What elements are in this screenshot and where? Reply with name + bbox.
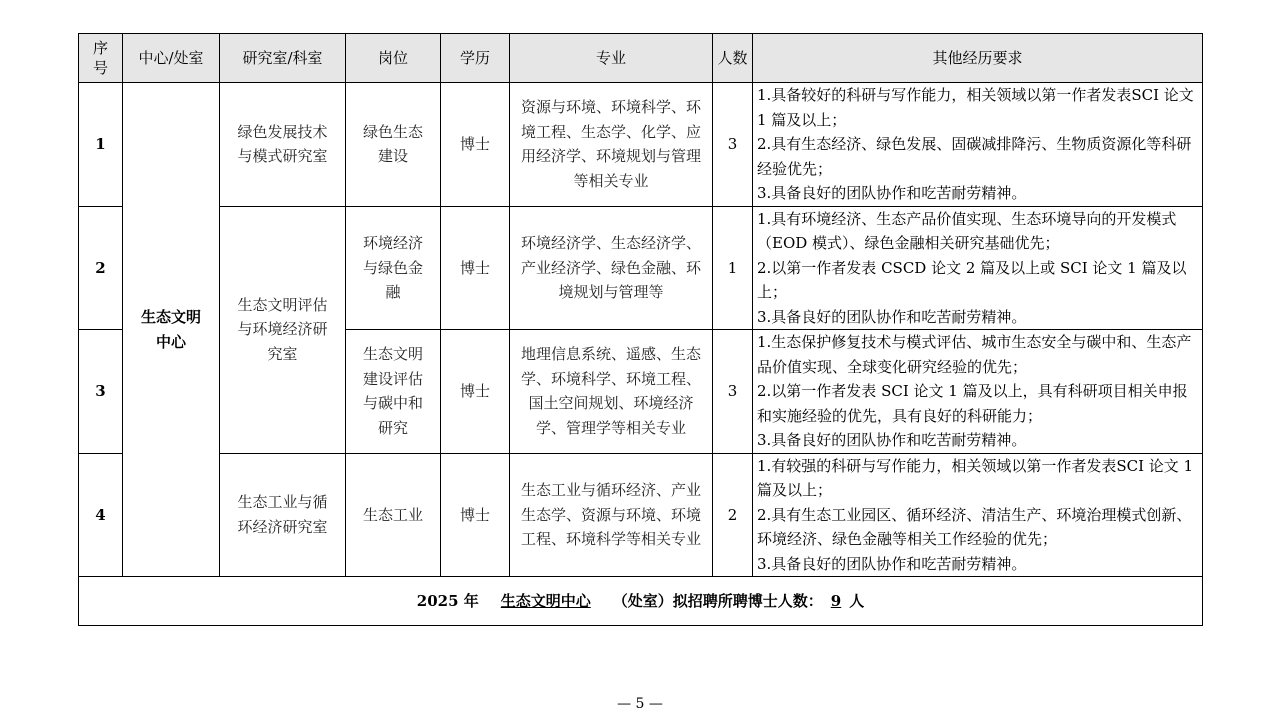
requirements-cell [753,453,1203,577]
count-cell: 1 [713,206,753,330]
header-count: 人数 [713,34,753,83]
table-row [79,453,1203,577]
summary-year: 2025 年 [416,591,479,610]
lab-cell: 生态工业与循环经济研究室 [220,453,346,577]
major-cell: 环境经济学、生态经济学、产业经济学、绿色金融、环境规划与管理等 [510,206,713,330]
row-seq: 3 [79,330,123,454]
degree-cell: 博士 [441,330,510,454]
header-center: 中心/处室 [123,34,220,83]
requirements-cell [753,206,1203,330]
requirement-item: 2.具有生态经济、绿色发展、固碳减排降污、生物质资源化等科研经验优先； [757,135,1192,178]
count-cell: 3 [713,330,753,454]
requirement-item: 3.具备良好的团队协作和吃苦耐劳精神。 [757,184,1027,202]
major-cell: 生态工业与循环经济、产业生态学、资源与环境、环境工程、环境科学等相关专业 [510,453,713,577]
header-seq: 序号 [79,34,123,83]
header-position: 岗位 [346,34,441,83]
header-lab: 研究室/科室 [220,34,346,83]
requirement-item: 3.具备良好的团队协作和吃苦耐劳精神。 [757,307,1027,326]
requirement-item: 2.具有生态工业园区、循环经济、清洁生产、环境治理模式创新、环境经济、绿色金融等相关工作经验的优先； [757,505,1192,548]
summary-center: 生态文明中心 [500,591,591,610]
summary-row [79,577,1203,626]
major-cell: 资源与环境、环境科学、环境工程、生态学、化学、应用经济学、环境规划与管理等相关专业 [510,83,713,207]
position-cell: 生态文明建设评估与碳中和研究 [346,330,441,454]
row-seq: 1 [79,83,123,207]
header-degree: 学历 [441,34,510,83]
summary-total: 9 [830,591,842,610]
requirements-cell [753,83,1203,207]
recruitment-table [78,33,1203,626]
summary-suffix: 人 [849,591,865,610]
requirements-cell [753,330,1203,454]
header-requirements: 其他经历要求 [753,34,1203,83]
summary-text: （处室）拟招聘所聘博士人数： [612,591,823,610]
center-name-cell [123,83,220,577]
position-cell: 生态工业 [346,453,441,577]
degree-cell: 博士 [441,453,510,577]
header-major: 专业 [510,34,713,83]
center-name: 生态文明中心 [140,308,201,351]
table-row [79,206,1203,330]
summary-cell [79,577,1203,626]
requirement-item: 1.具备较好的科研与写作能力，相关领域以第一作者发表SCI 论文 1 篇及以上； [757,86,1194,129]
position-cell: 环境经济与绿色金融 [346,206,441,330]
row-seq: 2 [79,206,123,330]
degree-cell: 博士 [441,206,510,330]
requirement-item: 3.具备良好的团队协作和吃苦耐劳精神。 [757,554,1027,573]
count-cell: 3 [713,83,753,207]
table-row [79,83,1203,207]
page-number: — 5 — [617,696,663,712]
degree-cell: 博士 [441,83,510,207]
requirement-item: 2.以第一作者发表 SCI 论文 1 篇及以上，具有科研项目相关申报和实施经验的优先，具有良好的科研能力； [757,382,1188,425]
requirement-item: 1.具有环境经济、生态产品价值实现、生态环境导向的开发模式（EOD 模式）、绿色金融相关研究基础优先； [757,209,1177,252]
table-header-row [79,34,1203,83]
count-cell: 2 [713,453,753,577]
requirement-item: 1.有较强的科研与写作能力，相关领域以第一作者发表SCI 论文 1 篇及以上； [757,456,1194,499]
major-cell: 地理信息系统、遥感、生态学、环境科学、环境工程、国土空间规划、环境经济学、管理学等相关专业 [510,330,713,454]
position-cell: 绿色生态建设 [346,83,441,207]
requirement-item: 2.以第一作者发表 CSCD 论文 2 篇及以上或 SCI 论文 1 篇及以上； [757,258,1187,301]
lab-cell: 生态文明评估与环境经济研究室 [220,206,346,453]
requirement-item: 3.具备良好的团队协作和吃苦耐劳精神。 [757,431,1027,449]
lab-cell: 绿色发展技术与模式研究室 [220,83,346,207]
row-seq: 4 [79,453,123,577]
requirement-item: 1.生态保护修复技术与模式评估、城市生态安全与碳中和、生态产品价值实现、全球变化研究经验的优先； [757,333,1192,376]
